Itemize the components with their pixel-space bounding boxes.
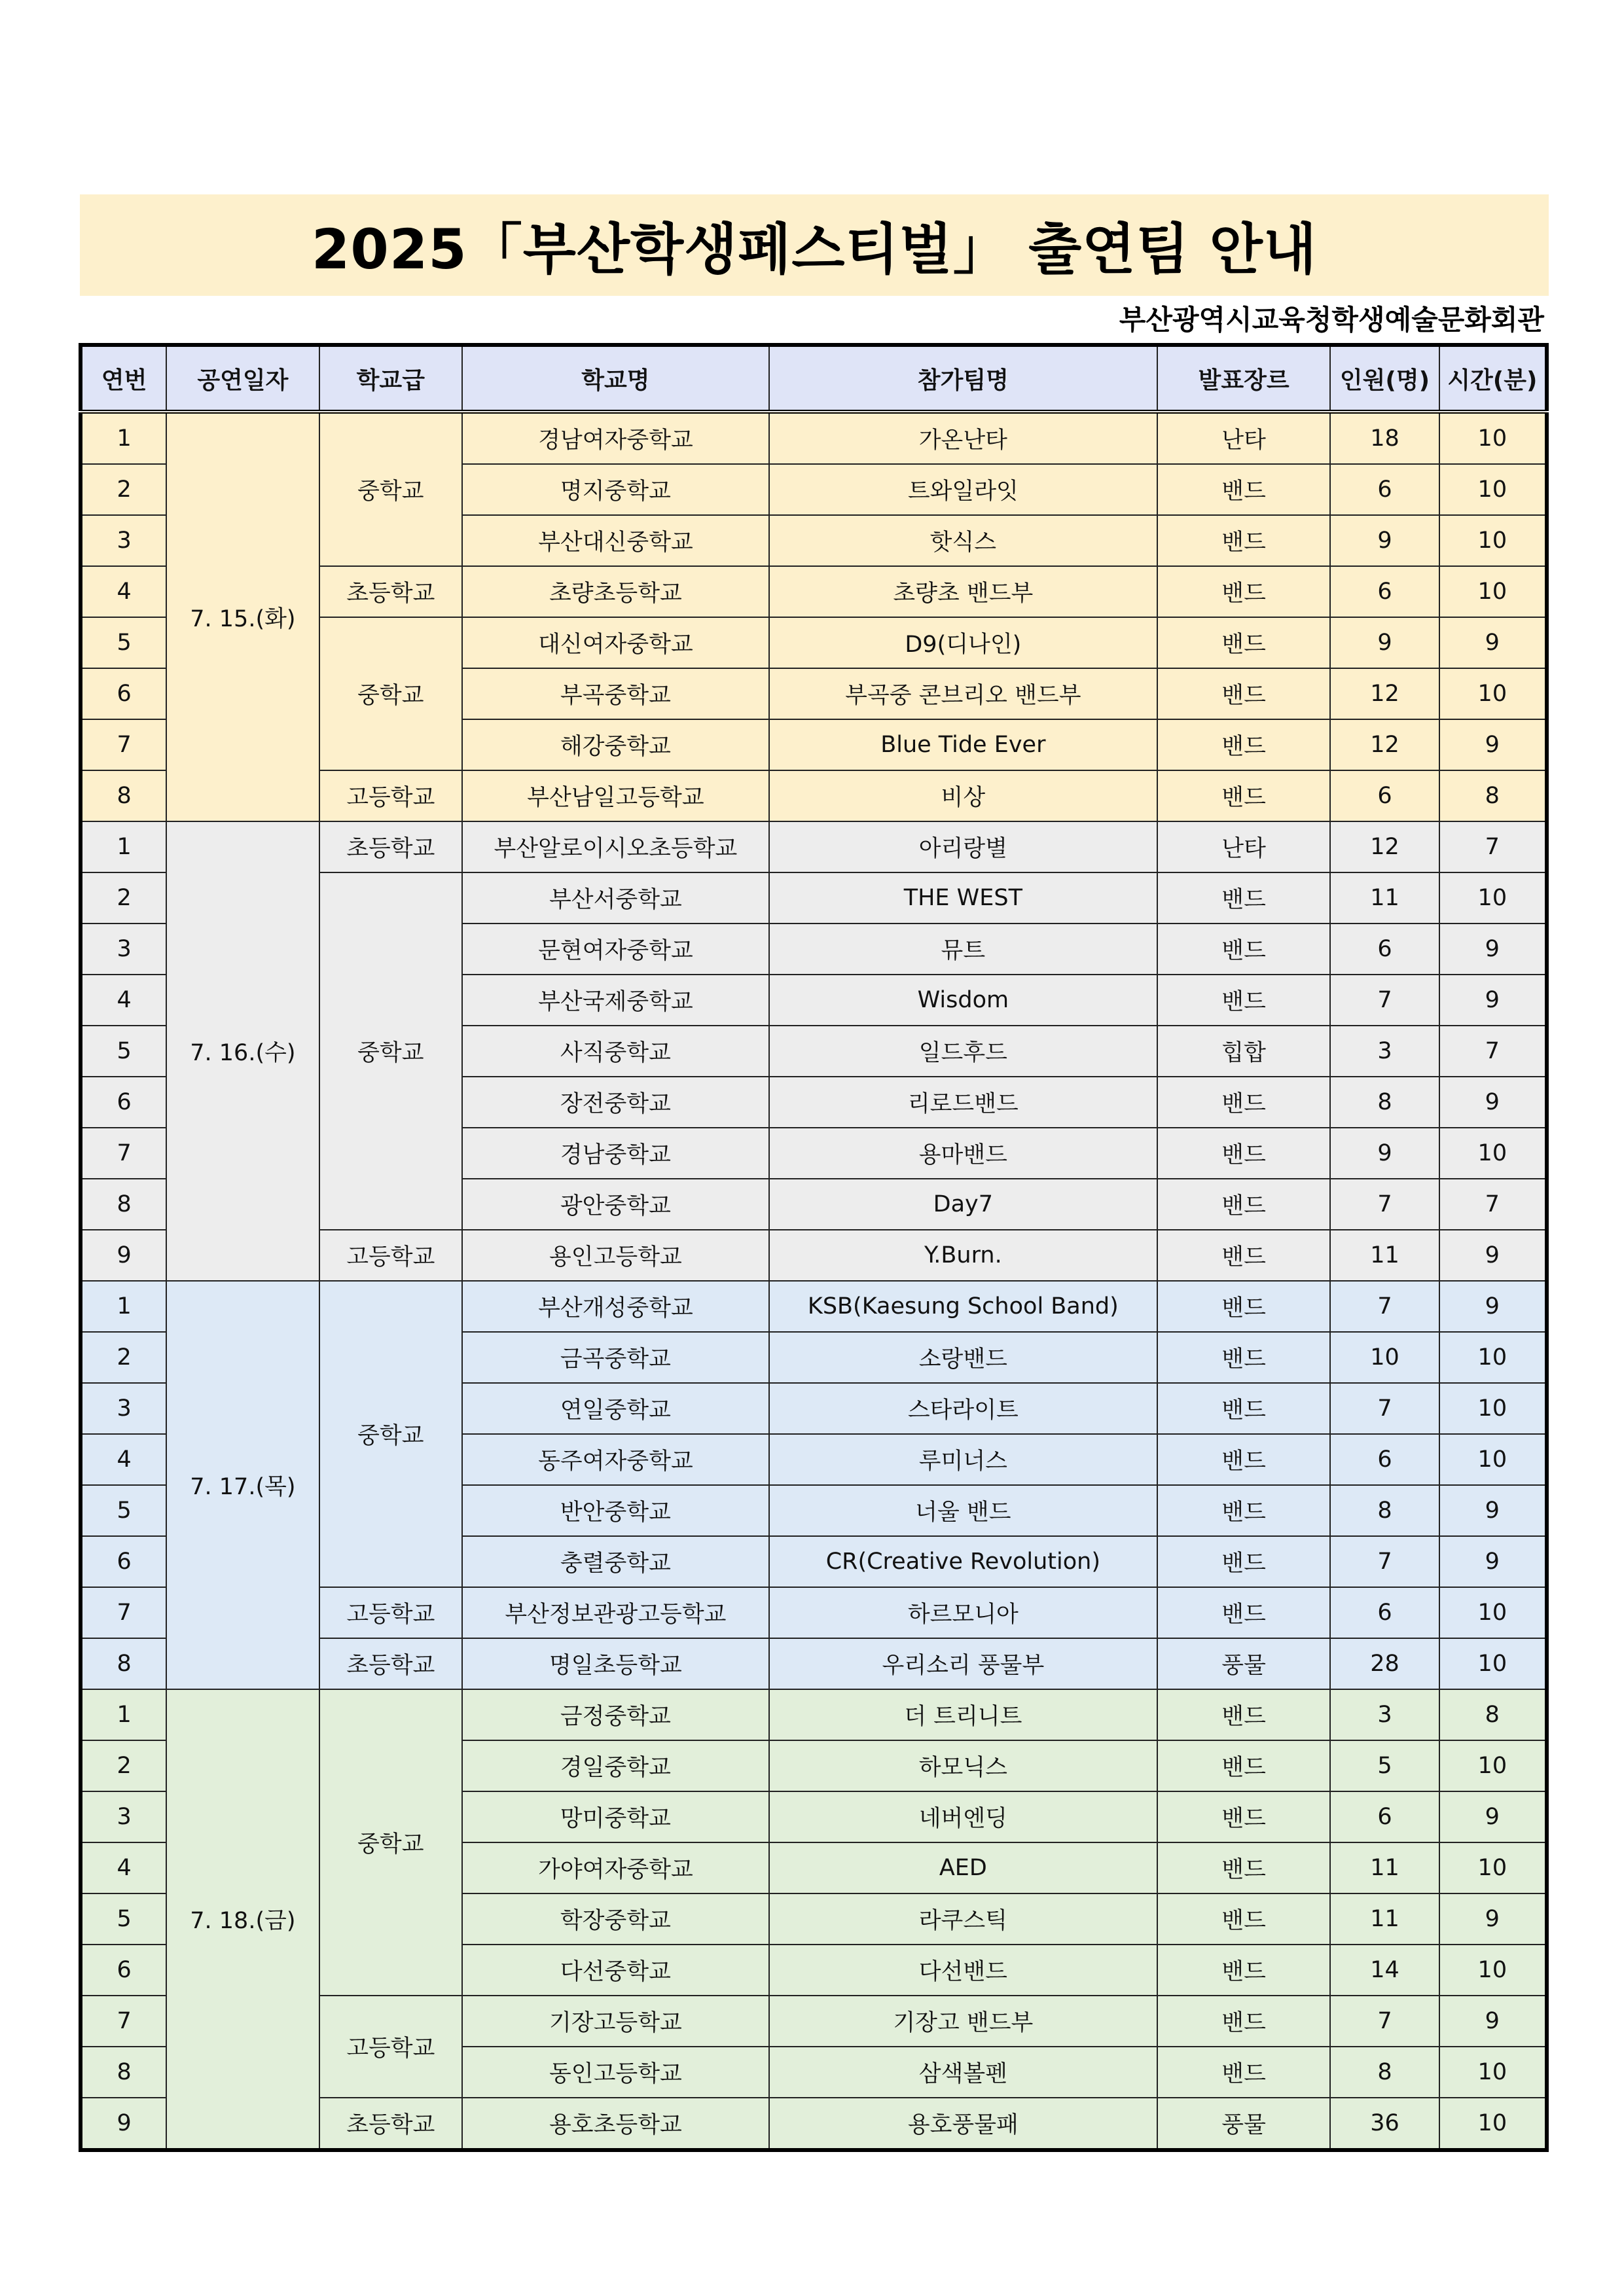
row-no: 7 [81, 1587, 166, 1638]
team-name: 삼색볼펜 [769, 2047, 1157, 2098]
people-count: 7 [1330, 1179, 1439, 1230]
school-name: 기장고등학교 [462, 1996, 769, 2047]
people-count: 9 [1330, 515, 1439, 566]
school-name: 부산정보관광고등학교 [462, 1587, 769, 1638]
row-no: 5 [81, 1026, 166, 1077]
genre: 밴드 [1157, 719, 1330, 770]
row-no: 5 [81, 1485, 166, 1536]
people-count: 6 [1330, 566, 1439, 617]
table-body [81, 412, 1547, 2150]
team-name: 더 트리니트 [769, 1689, 1157, 1740]
duration-minutes: 9 [1439, 1281, 1547, 1332]
duration-minutes: 9 [1439, 1077, 1547, 1128]
genre: 풍물 [1157, 2098, 1330, 2150]
genre: 밴드 [1157, 1281, 1330, 1332]
organization-name: 부산광역시교육청학생예술문화회관 [1119, 304, 1544, 336]
team-name: D9(디나인) [769, 617, 1157, 668]
genre: 밴드 [1157, 566, 1330, 617]
people-count: 6 [1330, 924, 1439, 975]
genre: 밴드 [1157, 1945, 1330, 1996]
school-name: 초량초등학교 [462, 566, 769, 617]
team-name: 너울 밴드 [769, 1485, 1157, 1536]
school-name: 문현여자중학교 [462, 924, 769, 975]
row-no: 3 [81, 1383, 166, 1434]
team-name: 초량초 밴드부 [769, 566, 1157, 617]
row-no: 3 [81, 1791, 166, 1842]
school-name: 명지중학교 [462, 464, 769, 515]
duration-minutes: 10 [1439, 1587, 1547, 1638]
duration-minutes: 9 [1439, 1485, 1547, 1536]
people-count: 7 [1330, 975, 1439, 1026]
row-no: 2 [81, 1740, 166, 1791]
duration-minutes: 9 [1439, 1536, 1547, 1587]
team-name: 가온난타 [769, 412, 1157, 464]
people-count: 12 [1330, 821, 1439, 872]
people-count: 7 [1330, 1536, 1439, 1587]
team-name: 용호풍물패 [769, 2098, 1157, 2150]
row-no: 8 [81, 770, 166, 821]
team-name: 아리랑별 [769, 821, 1157, 872]
header-minutes: 시간(분) [1439, 345, 1547, 412]
genre: 힙합 [1157, 1026, 1330, 1077]
genre: 밴드 [1157, 617, 1330, 668]
people-count: 10 [1330, 1332, 1439, 1383]
team-name: 뮤트 [769, 924, 1157, 975]
people-count: 12 [1330, 668, 1439, 719]
genre: 밴드 [1157, 872, 1330, 924]
duration-minutes: 7 [1439, 821, 1547, 872]
people-count: 6 [1330, 1791, 1439, 1842]
row-no: 3 [81, 924, 166, 975]
duration-minutes: 10 [1439, 1332, 1547, 1383]
row-no: 1 [81, 1281, 166, 1332]
duration-minutes: 10 [1439, 1128, 1547, 1179]
genre: 밴드 [1157, 1893, 1330, 1945]
duration-minutes: 9 [1439, 924, 1547, 975]
people-count: 3 [1330, 1689, 1439, 1740]
people-count: 7 [1330, 1996, 1439, 2047]
performance-date: 7. 15.(화) [166, 412, 319, 821]
school-name: 부곡중학교 [462, 668, 769, 719]
people-count: 11 [1330, 1842, 1439, 1893]
school-name: 부산대신중학교 [462, 515, 769, 566]
team-name: 부곡중 콘브리오 밴드부 [769, 668, 1157, 719]
team-name: 하모닉스 [769, 1740, 1157, 1791]
performance-date: 7. 18.(금) [166, 1689, 319, 2150]
genre: 난타 [1157, 821, 1330, 872]
school-level: 초등학교 [319, 821, 462, 872]
genre: 풍물 [1157, 1638, 1330, 1689]
row-no: 6 [81, 1536, 166, 1587]
row-no: 2 [81, 872, 166, 924]
row-no: 1 [81, 821, 166, 872]
team-name: Y.Burn. [769, 1230, 1157, 1281]
people-count: 8 [1330, 1077, 1439, 1128]
people-count: 6 [1330, 770, 1439, 821]
duration-minutes: 9 [1439, 1996, 1547, 2047]
header-school: 학교명 [462, 345, 769, 412]
row-no: 4 [81, 1434, 166, 1485]
team-name: Blue Tide Ever [769, 719, 1157, 770]
school-name: 부산알로이시오초등학교 [462, 821, 769, 872]
duration-minutes: 10 [1439, 1945, 1547, 1996]
row-no: 4 [81, 1842, 166, 1893]
school-name: 용인고등학교 [462, 1230, 769, 1281]
school-name: 해강중학교 [462, 719, 769, 770]
school-level: 중학교 [319, 412, 462, 566]
genre: 밴드 [1157, 1383, 1330, 1434]
team-name: 핫식스 [769, 515, 1157, 566]
duration-minutes: 9 [1439, 975, 1547, 1026]
school-level: 중학교 [319, 617, 462, 770]
school-name: 금정중학교 [462, 1689, 769, 1740]
school-name: 용호초등학교 [462, 2098, 769, 2150]
row-no: 8 [81, 1638, 166, 1689]
duration-minutes: 9 [1439, 617, 1547, 668]
people-count: 6 [1330, 1434, 1439, 1485]
table-row [81, 1689, 1547, 1740]
duration-minutes: 10 [1439, 566, 1547, 617]
people-count: 18 [1330, 412, 1439, 464]
header-date: 공연일자 [166, 345, 319, 412]
school-name: 경남중학교 [462, 1128, 769, 1179]
performance-date: 7. 17.(목) [166, 1281, 319, 1689]
schedule-table [79, 343, 1549, 2152]
duration-minutes: 9 [1439, 1791, 1547, 1842]
row-no: 7 [81, 1996, 166, 2047]
genre: 밴드 [1157, 1791, 1330, 1842]
people-count: 11 [1330, 872, 1439, 924]
genre: 밴드 [1157, 668, 1330, 719]
genre: 밴드 [1157, 770, 1330, 821]
genre: 밴드 [1157, 1996, 1330, 2047]
team-name: AED [769, 1842, 1157, 1893]
duration-minutes: 8 [1439, 770, 1547, 821]
school-level: 초등학교 [319, 1638, 462, 1689]
duration-minutes: 10 [1439, 1638, 1547, 1689]
genre: 밴드 [1157, 1332, 1330, 1383]
title-banner [80, 194, 1549, 296]
people-count: 7 [1330, 1383, 1439, 1434]
duration-minutes: 10 [1439, 515, 1547, 566]
header-team: 참가팀명 [769, 345, 1157, 412]
row-no: 2 [81, 1332, 166, 1383]
row-no: 8 [81, 2047, 166, 2098]
genre: 밴드 [1157, 1077, 1330, 1128]
team-name: 라쿠스틱 [769, 1893, 1157, 1945]
school-level: 중학교 [319, 1689, 462, 1996]
team-name: 리로드밴드 [769, 1077, 1157, 1128]
school-name: 반안중학교 [462, 1485, 769, 1536]
school-name: 연일중학교 [462, 1383, 769, 1434]
row-no: 9 [81, 2098, 166, 2150]
duration-minutes: 9 [1439, 1893, 1547, 1945]
duration-minutes: 10 [1439, 2098, 1547, 2150]
school-name: 사직중학교 [462, 1026, 769, 1077]
people-count: 7 [1330, 1281, 1439, 1332]
people-count: 11 [1330, 1230, 1439, 1281]
duration-minutes: 10 [1439, 464, 1547, 515]
row-no: 6 [81, 1945, 166, 1996]
team-name: 비상 [769, 770, 1157, 821]
duration-minutes: 9 [1439, 1230, 1547, 1281]
performance-date: 7. 16.(수) [166, 821, 319, 1281]
team-name: 트와일라잇 [769, 464, 1157, 515]
duration-minutes: 10 [1439, 2047, 1547, 2098]
duration-minutes: 9 [1439, 719, 1547, 770]
team-name: 루미너스 [769, 1434, 1157, 1485]
team-name: 용마밴드 [769, 1128, 1157, 1179]
team-name: KSB(Kaesung School Band) [769, 1281, 1157, 1332]
genre: 밴드 [1157, 1536, 1330, 1587]
school-level: 고등학교 [319, 1587, 462, 1638]
duration-minutes: 10 [1439, 1740, 1547, 1791]
table-row [81, 412, 1547, 464]
school-level: 고등학교 [319, 770, 462, 821]
header-people: 인원(명) [1330, 345, 1439, 412]
school-name: 장전중학교 [462, 1077, 769, 1128]
row-no: 3 [81, 515, 166, 566]
team-name: 다선밴드 [769, 1945, 1157, 1996]
team-name: 일드후드 [769, 1026, 1157, 1077]
genre: 밴드 [1157, 1587, 1330, 1638]
team-name: Day7 [769, 1179, 1157, 1230]
row-no: 4 [81, 566, 166, 617]
team-name: 네버엔딩 [769, 1791, 1157, 1842]
row-no: 5 [81, 617, 166, 668]
duration-minutes: 10 [1439, 412, 1547, 464]
people-count: 9 [1330, 617, 1439, 668]
genre: 밴드 [1157, 515, 1330, 566]
header-row [81, 345, 1547, 412]
genre: 밴드 [1157, 1128, 1330, 1179]
people-count: 8 [1330, 1485, 1439, 1536]
row-no: 6 [81, 668, 166, 719]
genre: 밴드 [1157, 1740, 1330, 1791]
team-name: 기장고 밴드부 [769, 1996, 1157, 2047]
school-name: 대신여자중학교 [462, 617, 769, 668]
genre: 밴드 [1157, 1689, 1330, 1740]
row-no: 6 [81, 1077, 166, 1128]
school-name: 부산국제중학교 [462, 975, 769, 1026]
genre: 밴드 [1157, 1842, 1330, 1893]
row-no: 7 [81, 719, 166, 770]
duration-minutes: 10 [1439, 1383, 1547, 1434]
header-no: 연번 [81, 345, 166, 412]
school-name: 부산서중학교 [462, 872, 769, 924]
school-name: 경일중학교 [462, 1740, 769, 1791]
duration-minutes: 10 [1439, 872, 1547, 924]
people-count: 14 [1330, 1945, 1439, 1996]
row-no: 9 [81, 1230, 166, 1281]
school-name: 부산개성중학교 [462, 1281, 769, 1332]
school-level: 초등학교 [319, 2098, 462, 2150]
school-name: 망미중학교 [462, 1791, 769, 1842]
school-level: 초등학교 [319, 566, 462, 617]
school-level: 고등학교 [319, 1996, 462, 2098]
people-count: 3 [1330, 1026, 1439, 1077]
genre: 밴드 [1157, 2047, 1330, 2098]
row-no: 2 [81, 464, 166, 515]
people-count: 5 [1330, 1740, 1439, 1791]
school-name: 명일초등학교 [462, 1638, 769, 1689]
page-title: 2025「부산학생페스티벌」 출연팀 안내 [311, 217, 1318, 281]
duration-minutes: 10 [1439, 1842, 1547, 1893]
people-count: 36 [1330, 2098, 1439, 2150]
team-name: 스타라이트 [769, 1383, 1157, 1434]
genre: 밴드 [1157, 975, 1330, 1026]
school-level: 고등학교 [319, 1230, 462, 1281]
people-count: 8 [1330, 2047, 1439, 2098]
duration-minutes: 10 [1439, 668, 1547, 719]
school-name: 광안중학교 [462, 1179, 769, 1230]
table-row [81, 1281, 1547, 1332]
people-count: 12 [1330, 719, 1439, 770]
school-name: 금곡중학교 [462, 1332, 769, 1383]
people-count: 11 [1330, 1893, 1439, 1945]
school-name: 다선중학교 [462, 1945, 769, 1996]
genre: 난타 [1157, 412, 1330, 464]
team-name: 소랑밴드 [769, 1332, 1157, 1383]
genre: 밴드 [1157, 1485, 1330, 1536]
row-no: 1 [81, 1689, 166, 1740]
genre: 밴드 [1157, 924, 1330, 975]
genre: 밴드 [1157, 1434, 1330, 1485]
header-genre: 발표장르 [1157, 345, 1330, 412]
header-level: 학교급 [319, 345, 462, 412]
people-count: 9 [1330, 1128, 1439, 1179]
table-row [81, 821, 1547, 872]
duration-minutes: 7 [1439, 1026, 1547, 1077]
genre: 밴드 [1157, 1230, 1330, 1281]
people-count: 6 [1330, 464, 1439, 515]
team-name: THE WEST [769, 872, 1157, 924]
team-name: 하르모니아 [769, 1587, 1157, 1638]
school-name: 경남여자중학교 [462, 412, 769, 464]
duration-minutes: 8 [1439, 1689, 1547, 1740]
row-no: 4 [81, 975, 166, 1026]
team-name: 우리소리 풍물부 [769, 1638, 1157, 1689]
school-name: 동인고등학교 [462, 2047, 769, 2098]
school-name: 충렬중학교 [462, 1536, 769, 1587]
duration-minutes: 7 [1439, 1179, 1547, 1230]
people-count: 28 [1330, 1638, 1439, 1689]
school-name: 동주여자중학교 [462, 1434, 769, 1485]
row-no: 7 [81, 1128, 166, 1179]
school-name: 가야여자중학교 [462, 1842, 769, 1893]
team-name: CR(Creative Revolution) [769, 1536, 1157, 1587]
people-count: 6 [1330, 1587, 1439, 1638]
team-name: Wisdom [769, 975, 1157, 1026]
row-no: 1 [81, 412, 166, 464]
row-no: 5 [81, 1893, 166, 1945]
school-level: 중학교 [319, 872, 462, 1230]
school-level: 중학교 [319, 1281, 462, 1587]
duration-minutes: 10 [1439, 1434, 1547, 1485]
genre: 밴드 [1157, 464, 1330, 515]
genre: 밴드 [1157, 1179, 1330, 1230]
school-name: 학장중학교 [462, 1893, 769, 1945]
school-name: 부산남일고등학교 [462, 770, 769, 821]
row-no: 8 [81, 1179, 166, 1230]
